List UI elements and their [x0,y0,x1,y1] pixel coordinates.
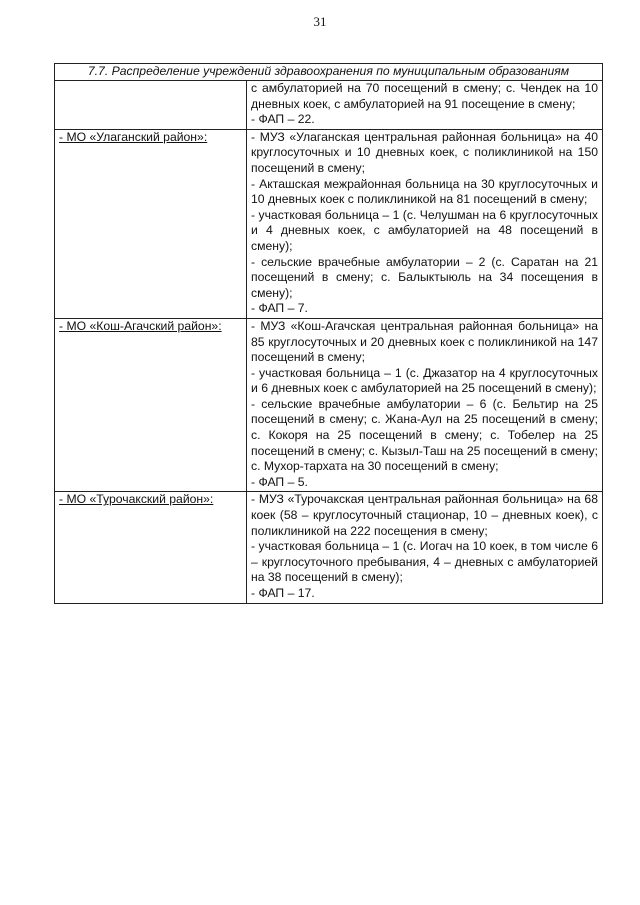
municipality-name: - МО «Улаганский район»: [59,129,208,144]
facility-entry: - МУЗ «Улаганская центральная районная больница» на 40 круглосуточных и 10 дневных коек, с поликлиникой на 150 посещений в смену; [251,129,598,175]
facility-entry: - сельские врачебные амбулатории – 6 (с. Бельтир на 25 посещений в смену; с. Жана-Аул на 25 посещений в смену; с. Кокоря на 25 посещений в смену; с. Тобелер на 25 посещений в смену; с. Кызыл-Таш на 25 посещений в смену; с. Мухор-тархата на 30 посещений в смену; [251,396,598,474]
facilities-table [54,63,603,604]
section-heading: 7.7. Распределение учреждений здравоохранения по муниципальным образованиям [55,64,603,81]
municipality-cell [55,81,247,130]
page-number: 31 [313,14,327,29]
table-row [55,129,603,318]
facilities-cell [247,81,603,130]
facility-entry: - ФАП – 7. [251,301,308,316]
facility-entry: - участковая больница – 1 (с. Джазатор на 4 круглосуточных и 6 дневных коек с амбулаторией на 25 посещений в смену); [251,365,598,396]
municipality-name: - МО «Кош-Агачский район»: [59,318,222,333]
facility-entry: - МУЗ «Турочакская центральная районная больница» на 68 коек (58 – круглосуточный стационар, 10 – дневных коек), с поликлиникой на 222 посещения в смену; [251,492,598,538]
municipality-cell [55,492,247,603]
facility-entry: - участковая больница – 1 (с. Челушман на 6 круглосуточных и 4 дневных коек, с амбулаторией на 48 посещений в смену); [251,207,598,253]
municipality-name: - МО «Турочакский район»: [59,492,214,507]
facility-entry: - ФАП – 22. [251,112,315,127]
facilities-cell [247,129,603,318]
facility-entry: - Акташская межрайонная больница на 30 круглосуточных и 10 дневных коек с поликлиникой на 81 посещений в смену; [251,176,598,207]
facility-entry: - МУЗ «Кош-Агачская центральная районная больница» на 85 круглосуточных и 20 дневных коек с поликлиникой на 147 посещений в смену; [251,318,598,365]
table-row [55,318,603,492]
table-row [55,492,603,603]
facility-entry: - сельские врачебные амбулатории – 2 (с. Саратан на 21 посещений в смену; с. Балыктыюль на 34 посещения в смену); [251,254,598,300]
facility-entry: с амбулаторией на 70 посещений в смену; с. Чендек на 10 дневных коек, с амбулаторией на 91 посещение в смену; [251,81,598,111]
facility-entry: - участковая больница – 1 (с. Иогач на 10 коек, в том числе 6 – круглосуточного пребывания, 4 – дневных с амбулаторией на 38 посещений в смену); [251,539,598,585]
facilities-cell [247,318,603,492]
facility-entry: - ФАП – 17. [251,586,315,600]
municipality-cell [55,318,247,492]
table-row [55,81,603,130]
facilities-cell [247,492,603,603]
table-heading-row [55,64,603,81]
municipality-cell [55,129,247,318]
facility-entry: - ФАП – 5. [251,474,308,489]
